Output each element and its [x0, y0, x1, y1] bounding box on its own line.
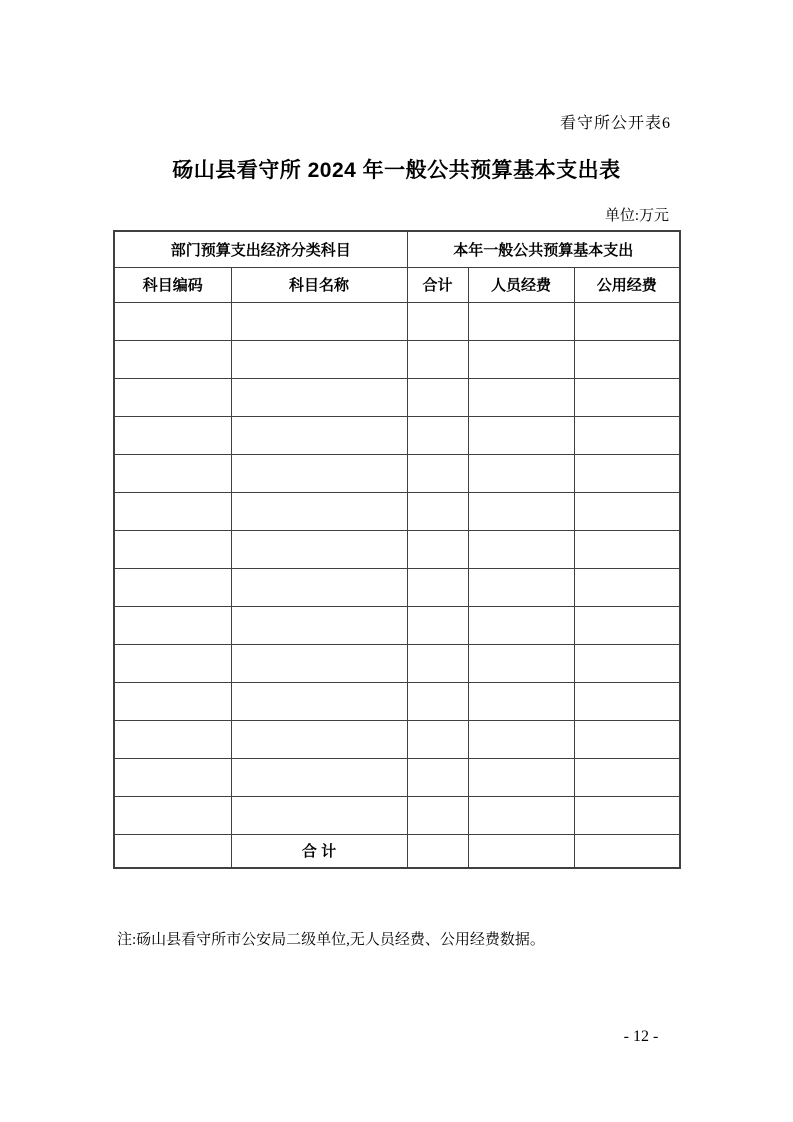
table-cell — [231, 454, 407, 492]
table-cell — [407, 644, 468, 682]
page-number: - 12 - — [623, 1028, 659, 1045]
table-cell — [231, 796, 407, 834]
table-cell — [114, 492, 231, 530]
table-cell — [114, 454, 231, 492]
table-cell — [114, 796, 231, 834]
column-header-row — [114, 267, 680, 302]
table-body — [114, 302, 680, 834]
table-cell — [114, 682, 231, 720]
table-cell — [231, 530, 407, 568]
table-cell — [468, 606, 574, 644]
table-cell — [468, 302, 574, 340]
header-group-economic-classification: 部门预算支出经济分类科目 — [114, 231, 407, 267]
col-header-total: 合计 — [407, 267, 468, 302]
table-row — [114, 492, 680, 530]
table-row — [114, 454, 680, 492]
total-row-cell — [574, 834, 680, 868]
table-cell — [407, 606, 468, 644]
table-cell — [407, 454, 468, 492]
col-header-personnel-funds: 人员经费 — [468, 267, 574, 302]
table-cell — [574, 606, 680, 644]
table-cell — [574, 302, 680, 340]
table-cell — [574, 682, 680, 720]
header-group-row — [114, 231, 680, 267]
table-cell — [231, 302, 407, 340]
budget-table — [113, 230, 681, 869]
table-cell — [407, 758, 468, 796]
table-row — [114, 378, 680, 416]
table-cell — [231, 720, 407, 758]
page-title: 砀山县看守所 2024 年一般公共预算基本支出表 — [172, 159, 621, 182]
table-cell — [114, 758, 231, 796]
table-cell — [231, 682, 407, 720]
table-cell — [114, 530, 231, 568]
table-row — [114, 606, 680, 644]
header-group-basic-expenditure: 本年一般公共预算基本支出 — [407, 231, 680, 267]
table-cell — [231, 340, 407, 378]
footnote: 注:砀山县看守所市公安局二级单位,无人员经费、公用经费数据。 — [117, 932, 545, 948]
table-cell — [468, 340, 574, 378]
table-cell — [574, 454, 680, 492]
table-cell — [574, 758, 680, 796]
table-cell — [407, 378, 468, 416]
table-cell — [574, 644, 680, 682]
table-cell — [407, 530, 468, 568]
table-row — [114, 796, 680, 834]
table-row — [114, 530, 680, 568]
table-cell — [114, 720, 231, 758]
doc-label: 看守所公开表6 — [559, 115, 671, 132]
table-cell — [468, 378, 574, 416]
table-cell — [468, 758, 574, 796]
table-cell — [468, 568, 574, 606]
table-cell — [231, 758, 407, 796]
col-header-subject-code: 科目编码 — [114, 267, 231, 302]
total-row-cell — [407, 834, 468, 868]
total-row — [114, 834, 680, 868]
table-cell — [468, 644, 574, 682]
table-cell — [468, 682, 574, 720]
table-cell — [231, 606, 407, 644]
table-cell — [114, 568, 231, 606]
table-cell — [574, 492, 680, 530]
table-cell — [468, 492, 574, 530]
table-cell — [114, 378, 231, 416]
table-row — [114, 682, 680, 720]
table-cell — [114, 644, 231, 682]
table-cell — [468, 454, 574, 492]
table-cell — [574, 378, 680, 416]
table-cell — [407, 720, 468, 758]
table-cell — [407, 568, 468, 606]
table-row — [114, 416, 680, 454]
table-cell — [407, 492, 468, 530]
table-cell — [574, 720, 680, 758]
table-cell — [574, 796, 680, 834]
total-row-label: 合 计 — [231, 834, 407, 868]
unit-label: 单位:万元 — [604, 208, 669, 224]
table-row — [114, 340, 680, 378]
col-header-public-funds: 公用经费 — [574, 267, 680, 302]
table-cell — [231, 492, 407, 530]
table-cell — [231, 378, 407, 416]
table-cell — [574, 530, 680, 568]
table-row — [114, 568, 680, 606]
table-cell — [114, 606, 231, 644]
table-cell — [468, 530, 574, 568]
total-row-cell — [114, 834, 231, 868]
table-cell — [114, 340, 231, 378]
table-row — [114, 720, 680, 758]
table-row — [114, 302, 680, 340]
table-cell — [468, 720, 574, 758]
table-cell — [468, 796, 574, 834]
table-header — [114, 231, 680, 302]
table-cell — [407, 302, 468, 340]
table-footer — [114, 834, 680, 868]
col-header-subject-name: 科目名称 — [231, 267, 407, 302]
table-cell — [231, 416, 407, 454]
table-row — [114, 758, 680, 796]
table-cell — [407, 416, 468, 454]
table-row — [114, 644, 680, 682]
table-cell — [114, 302, 231, 340]
table-cell — [231, 644, 407, 682]
table-cell — [407, 796, 468, 834]
table-cell — [231, 568, 407, 606]
table-cell — [574, 568, 680, 606]
total-row-cell — [468, 834, 574, 868]
table-cell — [407, 340, 468, 378]
table-cell — [407, 682, 468, 720]
table-cell — [574, 340, 680, 378]
table-cell — [114, 416, 231, 454]
table-cell — [468, 416, 574, 454]
table-cell — [574, 416, 680, 454]
